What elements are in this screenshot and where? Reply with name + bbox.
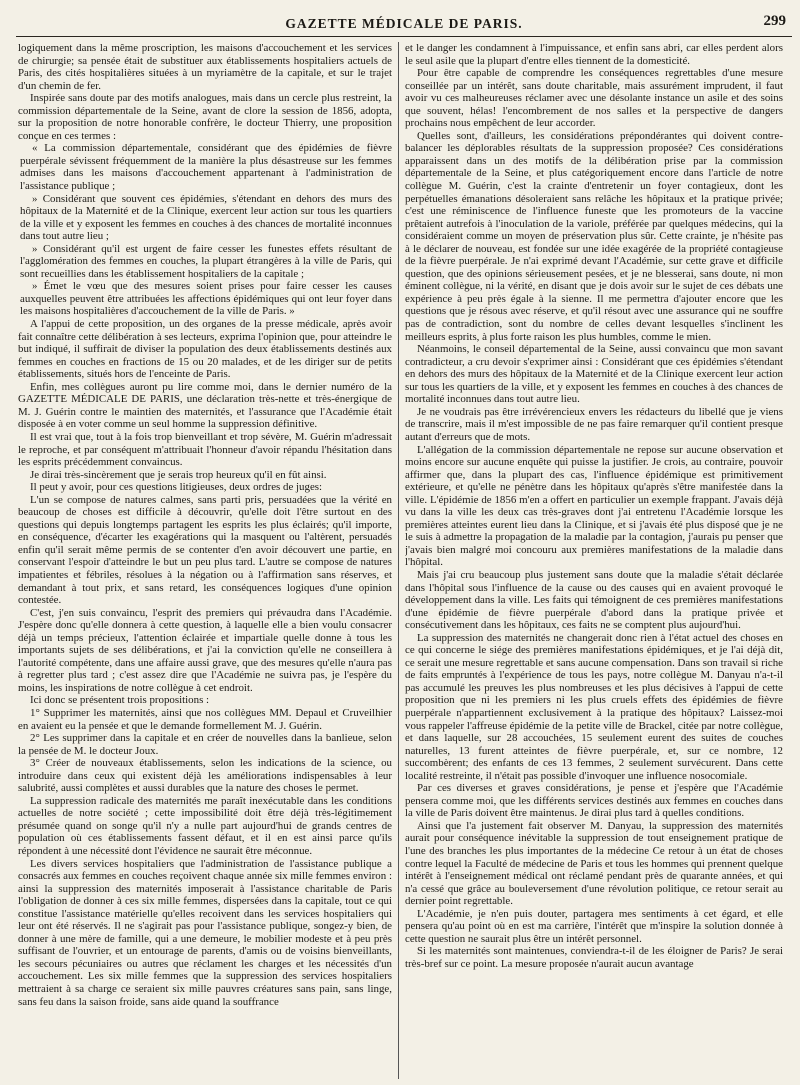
paragraph: Par ces diverses et graves considérations, je pense et j'espère que l'Académie pensera comme moi, que les différents services destinés aux femmes en couches dans la ville de Paris doivent être maintenus. Je dirai plus tard à quelles conditions. bbox=[405, 782, 783, 820]
paragraph: Il peut y avoir, pour ces questions litigieuses, deux ordres de juges: bbox=[30, 481, 323, 494]
paragraph: Ainsi que l'a justement fait observer M. Danyau, la suppression des maternités aurait pour conséquence inévitable la suppression de tout enseignement pratique de l'une des branches les plus importantes de la médecine Ce retour à un état de choses contre lequel la Faculté de médecine de Paris et tous les hommes qui prennent quelque intérêt à l'enseignement médical ont réclamé pendant près de quarante années, et qui n'a cessé que grâce au bouleversement d'une révolution politique, ce retour serait au dernier point regrettable. bbox=[405, 819, 783, 908]
paragraph: Pour être capable de comprendre les conséquences regrettables d'une mesure conseillée par un intérêt, sans doute charitable, mais assurément imprudent, il faut avoir vu ces malheureuses réclamer avec une désolante instance un asile et des soins que souvent, hélas! l'encombrement de nos salles et la perspective de dangers prochains nous empêchent de leur accorder. bbox=[405, 67, 783, 130]
paragraph: Il est vrai que, tout à la fois trop bienveillant et trop sévère, M. Guérin m'adressait le reproche, et par conséquent m'attribuait l'honneur d'avoir répandu l'hésitation dans les esprits précédemment convaincus. bbox=[18, 430, 392, 469]
quoted-paragraph: » Émet le vœu que des mesures soient prises pour faire cesser les causes auxquelles peuvent être attribuées les affections épidémiques qui ont leur foyer dans les maisons hospitalières d'accouchement de la ville de Paris. » bbox=[20, 280, 392, 318]
quoted-paragraph: » Considérant qu'il est urgent de faire cesser les funestes effets résultant de l'agglomération des femmes en couches, la plupart étrangères à la ville de Paris, qui sont recueillies dans les établissement hospitaliers de la capitale ; bbox=[20, 242, 392, 280]
paragraph: Enfin, mes collègues auront pu lire comme moi, dans le dernier numéro de la GAZETTE MÉDICALE DE PARIS, une déclaration très-nette et très-énergique de M. J. Guérin contre le maintien des maternités, et l'assurance que l'Académie était disposée à en voter comme un seul homme la suppression définitive. bbox=[18, 380, 392, 431]
proposition-item: 3° Créer de nouveaux établissements, selon les indications de la science, ou introduire dans ceux qui existent déjà les améliorations indispensables à leur salubrité, aussi complètes et aussi durables que la nature des choses le permet. bbox=[18, 757, 392, 795]
page-number: 299 bbox=[763, 13, 786, 29]
paragraph: L'un se compose de natures calmes, sans parti pris, persuadées que la vérité en beaucoup de choses est difficile à découvrir, qu'elle doit l'être surtout en des questions qui depuis longtemps partagent les esprits les plus éclairés; qu'il importe, en conséquence, d'écarter les exagérations qui la masquent ou l'altèrent, persuadés enfin qu'il serait même permis de se contenter d'en avoir découvert une partie, en conservant l'espoir d'atteindre le but un peu plus tard. L'autre se compose de natures impatientes et fébriles, résolues à la négation ou à l'affirmation sans réserves, et demandant à tout prix, et sans retard, les conséquences logiques d'une opinion contestée. bbox=[18, 493, 392, 607]
paragraph: Si les maternités sont maintenues, conviendra-t-il de les éloigner de Paris? Je serai très-bref sur ce point. La mesure proposée n'aurait aucun avantage bbox=[405, 945, 783, 970]
paragraph: La suppression radicale des maternités me paraît inexécutable dans les conditions actuelles de notre société ; cette impossibilité doit être déjà très-légitimement présumée quand on songe qu'il n'y a nulle part aujourd'hui de grands centres de population où ces établissements fassent défaut, et il en est ainsi parce qu'ils répondent à une nécessité dont l'évidence ne saurait être méconnue. bbox=[18, 794, 392, 857]
paragraph: Les divers services hospitaliers que l'administration de l'assistance publique a consacrés aux femmes en couches reçoivent chaque année six mille femmes environ : ainsi la suppression des maternités imposerait à l'assistance charitable de Paris l'obligation de donner à ces six mille femmes, dispersées dans la capitale, tout ce qui constitue l'assistance matérielle qu'elles recoivent dans les services hospitaliers qui leur ont été réservés. Il ne s'agirait pas pour l'assistance publique, songez-y bien, de donner à une mère de famille, qui a une demeure, le mobilier modeste et à peu près suffisant de l'ouvrier, et un entourage de parents, d'amis ou de voisins bienveillants, les secours pécuniaires ou autres que réclament les charges et les nécessités d'un accouchement. Les six mille femmes que la suppression des services hospitaliers mettraient à sa charge ce seraient six mille pauvres créatures sans pain, sans linge, sans feu dans la saison froide, sans aide quand la souffrance bbox=[18, 857, 392, 1008]
paragraph: Ici donc se présentent trois propositions : bbox=[30, 694, 210, 707]
paragraph: Néanmoins, le conseil départemental de la Seine, aussi convaincu que mon savant contradicteur, a cru devoir s'exprimer ainsi : Considérant que ces épidémies s'étendant en dehors des murs des hôpitaux de la Maternité et de la Clinique exercent leur action sur tous les quartiers de la ville, et y exposent les femmes en couches à des chances de mortalité inconnues dans tout autre lieu. bbox=[405, 343, 783, 406]
right-column bbox=[405, 42, 783, 1079]
quoted-paragraph: » Considérant que souvent ces épidémies, s'étendant en dehors des murs des hôpitaux de la Maternité et de la Clinique, exercent leur action sur tous les quartiers de la ville et y exposent les femmes en couches à des chances de mortalité inconnues dans tout autre lieu ; bbox=[20, 192, 392, 243]
journal-title: GAZETTE MÉDICALE DE PARIS. bbox=[285, 16, 523, 31]
proposition-item: 1° Supprimer les maternités, ainsi que nos collègues MM. Depaul et Cruveilhier en avaient eu la pensée et que le demande formellement M. J. Guérin. bbox=[18, 706, 392, 732]
paragraph: La suppression des maternités ne changerait donc rien à l'état actuel des choses en ce qui concerne le siége des premières manifestations épidémiques, et je l'ai déjà dit, ce serait une mesure regrettable et sans aucune compensation. Dans son travail si riche de faits empruntés à l'expérience de tous les pays, notre collègue M. Danyau n'a-t-il pas accumulé les preuves les plus nombreuses et les plus décisives à l'appui de cette proposition que ni les premiers ni les plus cruels effets des épidémies de fièvre puerpérale n'appartiennent exclusivement à la pratique des hôpitaux? Laissez-moi vous rappeler l'affreuse épidémie de la petite ville de Brackel, citée par notre collègue, et dans laquelle, sur 28 accouchées, 15 seulement eurent des suites de couches naturelles, 13 furent atteintes de fièvre puerpérale, et, sur ce nombre, 12 succombèrent; des enfants de ces 13 femmes, 2 seulement survécurent. Dans cette localité restreinte, il n'était pas possible d'invoquer une influence nosocomiale. bbox=[405, 631, 783, 782]
quoted-paragraph: « La commission départementale, considérant que des épidémies de fièvre puerpérale sévissent fréquemment de la manière la plus désastreuse sur les femmes admises dans les maisons d'accouchement appartenant à l'administration de l'assistance publique ; bbox=[20, 142, 392, 193]
paragraph: Inspirée sans doute par des motifs analogues, mais dans un cercle plus restreint, la commission départementale de la Seine, avant de clore la session de 1856, adopta, sur la proposition de notre honorable confrère, le docteur Thierry, une proposition conçue en ces termes : bbox=[18, 92, 392, 142]
paragraph: et le danger les condamnent à l'impuissance, et enfin sans abri, car elles perdent alors le seul asile que la plupart d'entre elles tiennent de la domesticité. bbox=[405, 42, 783, 67]
paragraph: logiquement dans la même proscription, les maisons d'accouchement et les services de chirurgie; sa pensée était de substituer aux établissements hospitaliers actuels de Paris, des cités hospitalières situées à un myriamètre de la capitale, et sur le trajet d'un chemin de fer. bbox=[18, 42, 392, 92]
paragraph: C'est, j'en suis convaincu, l'esprit des premiers qui prévaudra dans l'Académie. J'espère donc qu'elle donnera à cette question, à laquelle elle a bien voulu consacrer déjà un temps précieux, l'attention éclairée et impartiale quelle donne à tous les importants sujets de ses délibérations, et j'ai la conviction qu'elle ne conseillera à l'autorité compétente, dans une affaire aussi grave, que des mesures qu'elle n'aura pas à regretter plus tard ; c'est assez dire que l'Académie ne suivra pas, je l'espère du moins, les inspirations de notre collègue à cet endroit. bbox=[18, 606, 392, 694]
left-column bbox=[18, 42, 392, 1079]
paragraph: L'Académie, je n'en puis douter, partagera mes sentiments à cet égard, et elle pensera qu'au point où en est ma carrière, l'intérêt que m'inspire la solution donnée à cette question ne saurait plus être un intérêt personnel. bbox=[405, 907, 783, 945]
paragraph: L'allégation de la commission départementale ne repose sur aucune observation et moins encore sur aucune enquête qui puisse la justifier. Je crois, au contraire, pouvoir affirmer que, dans la plupart des cas, l'influence épidémique est primitivement extérieure, et qu'elle ne pénètre dans les hôpitaux qu'après s'être manifestée dans la ville. L'épidémie de 1856 m'en a offert en particulier un exemple frappant. J'avais déjà vu dans la ville les deux cas très-graves dont j'ai entretenu l'Académie lorsque les premières atteintes eurent lieu dans la Clinique, et si j'avais été plus disposé que je ne le suis à admettre la propagation de la maladie par la contagion, j'aurais pu penser que j'avais bien malgré moi concouru aux premières manifestations de la maladie dans l'hôpital. bbox=[405, 443, 783, 569]
paragraph: A l'appui de cette proposition, un des organes de la presse médicale, après avoir fait connaître cette délibération à ses lecteurs, exprima l'opinion que, pour atteindre le but indiqué, il suffirait de diviser la population des deux établissements destinés aux femmes en couches en fractions de 15 ou 20 malades, et de les diriger sur de petits établissements, situés hors de l'enceinte de Paris. bbox=[18, 318, 392, 381]
paragraph: Quelles sont, d'ailleurs, les considérations prépondérantes qui doivent contre-balancer les déplorables résultats de la suppression proposée? Ces considérations apparaissent dans un des motifs de la délibération prise par la commission départementale de la Seine, et plus catégoriquement encore dans l'article de notre collègue M. Guérin, c'est la crainte d'entretenir un foyer contagieux, dont les perpétuelles émanations désoleraient sans relâche les hôpitaux et la pratique privée; c'est une réminiscence de l'influence funeste que les promoteurs de la vaccine prêtaient autrefois à l'inoculation de la variole, préférée par quelques médecins, qui la considéraient comme un moyen de préservation plus sûr. Cette crainte, je n'hésite pas à le déclarer de nouveau, est fondée sur une idée exagérée de la propriété contagieuse de la fièvre puerpérale. Je n'ai exprimé devant l'Académie, sur cette grave et difficile question, que des opinions sérieusement pesées, et je ne blesserai, sans doute, ni mon éminent collègue, ni la vérité, en disant que je dois avoir sur le sujet de ces débats une expérience à peu près égale à la sienne. Il me permettra d'ajouter encore que les questions que je résous avec réserve, et qu'il résout avec une assurance qui ne souffre pas de contradiction, sont du nombre de celles devant lesquelles s'inclinent les meilleurs esprits, à plus forte raison les plus humbles, comme le mien. bbox=[405, 129, 783, 343]
proposition-item: 2° Les supprimer dans la capitale et en créer de nouvelles dans la banlieue, selon la pensée de M. le docteur Joux. bbox=[18, 732, 392, 757]
column-divider bbox=[398, 42, 399, 1079]
paragraph: Mais j'ai cru beaucoup plus justement sans doute que la maladie s'était déclarée dans l'hôpital sous l'influence de la cause ou des causes qui en avaient provoqué le développement dans la ville. Les faits qui témoignent de ces premières manifestations d'une épidémie de fièvre puerpérale d'abord dans la pratique privée et consécutivement dans les hôpitaux, ces faits ne se comptent plus aujourd'hui. bbox=[405, 568, 783, 632]
page-header bbox=[16, 10, 792, 37]
paragraph: Je ne voudrais pas être irrévérencieux envers les rédacteurs du libellé que je viens de transcrire, mais il m'est impossible de ne pas faire remarquer qu'il contient presque autant d'erreurs que de mots. bbox=[405, 405, 783, 443]
paragraph: Je dirai très-sincèrement que je serais trop heureux qu'il en fût ainsi. bbox=[30, 468, 327, 481]
